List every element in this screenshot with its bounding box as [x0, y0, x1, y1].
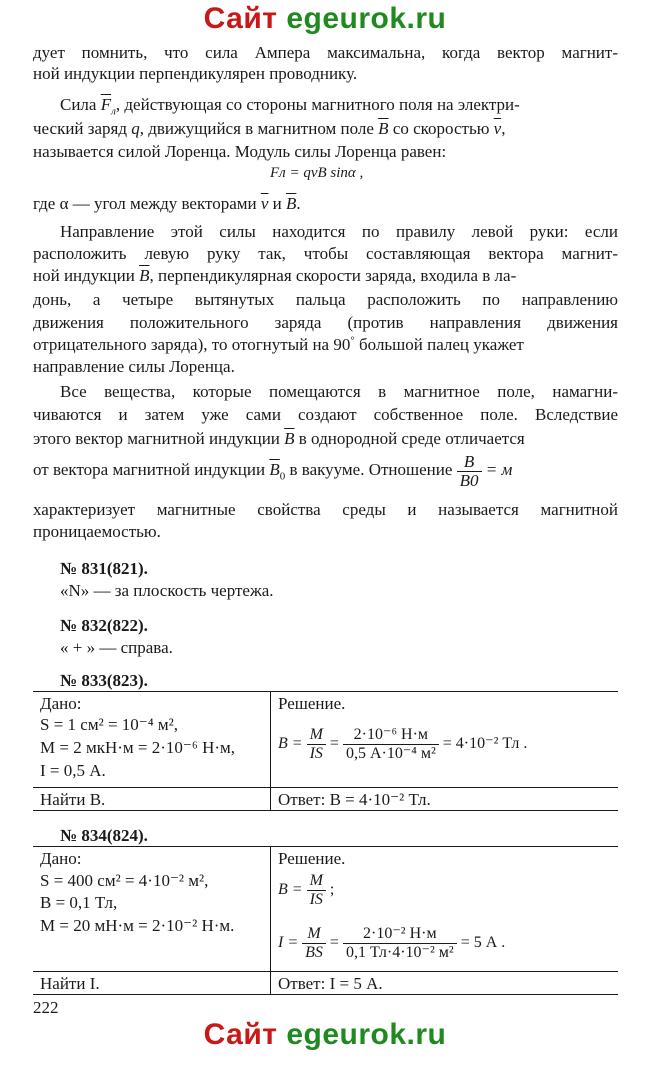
given-line: B = 0,1 Тл, — [40, 893, 118, 912]
solution-label: Решение. — [278, 849, 346, 868]
page-number: 222 — [33, 998, 59, 1017]
solution-formula: B = $\frac{M}{IS}$ ; — [278, 871, 335, 908]
site-banner-bottom — [0, 1018, 650, 1052]
find-label: Найти I. — [40, 974, 100, 993]
answer-line: Ответ: I = 5 А. — [278, 974, 383, 993]
given-line: S = 1 см² = 10⁻⁴ м², — [40, 715, 179, 734]
given-label: Дано: — [40, 694, 82, 713]
table-find-rule — [33, 787, 618, 788]
find-label: Найти B. — [40, 790, 106, 809]
text-line: ной индукции $\overline{B}$, перпендикулярная скорости заряда, входила в ла- — [33, 266, 517, 285]
given-line: S = 400 см² = 4·10⁻² м², — [40, 871, 209, 890]
table-divider — [270, 691, 271, 811]
text-line: где α — угол между векторами $\overline{v}$ и $\overline{B}$. — [33, 194, 301, 213]
fraction: $\frac{\text{2·10⁻² Н·м}}{\text{0,1 Тл·4·10⁻² м²}}$ — [343, 925, 457, 962]
site-banner-top — [0, 2, 650, 36]
text-line: донь, а четыре вытянутых пальца расположить по направлению — [33, 290, 618, 309]
text-line: направление силы Лоренца. — [33, 357, 235, 376]
problem-831-answer: «N» — за плоскость чертежа. — [60, 581, 274, 600]
text-line: характеризует магнитные свойства среды и называется магнитной — [33, 500, 618, 519]
given-line: I = 0,5 А. — [40, 761, 106, 780]
text-line: отрицательного заряда), то отогнутый на 90° большой палец укажет — [33, 334, 524, 354]
text-line: Все вещества, которые помещаются в магнитное поле, намагни- — [60, 382, 618, 401]
table-top-rule — [33, 691, 618, 692]
given-line: M = 20 мН·м = 2·10⁻² Н·м. — [40, 916, 235, 935]
solution-formula: I = $\frac{M}{BS}$ = $\frac{\text{2·10⁻² Н·м}}{\text{0,1 Тл·4·10⁻² м²}}$ = 5 А . — [278, 924, 506, 961]
table-find-rule — [33, 971, 618, 972]
force-vector: $\overline{F}$ — [100, 95, 112, 114]
answer-line: Ответ: B = 4·10⁻² Тл. — [278, 790, 431, 809]
fraction: $\frac{\text{2·10⁻⁶ Н·м}}{\text{0,5 А·10⁻⁴ м²}}$ — [343, 726, 439, 763]
fraction: $\frac{M}{BS}$ — [302, 925, 326, 962]
text-line: от вектора магнитной индукции $\overline{B}_0$ в вакууме. Отношение $\frac{B}{B0}$ = м — [33, 451, 513, 490]
banner-site: egeurok.ru — [286, 1018, 447, 1051]
table-top-rule — [33, 846, 618, 847]
problem-832-answer: « + » — справа. — [60, 638, 173, 657]
permeability-fraction: $\frac{B}{B0}$ — [457, 453, 482, 490]
lorentz-formula: Fл = qvB sinα , — [270, 165, 364, 181]
problem-831-title: № 831(821). — [60, 559, 148, 578]
text-line: Направление этой силы находится по правилу левой руки: если — [60, 222, 618, 241]
text-line: проницаемостью. — [33, 522, 161, 541]
solution-formula: B = $\frac{M}{IS}$ = $\frac{\text{2·10⁻⁶ Н·м}}{\text{0,5 А·10⁻⁴ м²}}$ = 4·10⁻² Тл . — [278, 725, 528, 762]
banner-site: egeurok.ru — [286, 2, 447, 35]
text-line: чиваются и затем уже сами создают собственное поле. Вследствие — [33, 405, 618, 424]
banner-prefix: Сайт — [203, 1018, 287, 1051]
banner-prefix: Сайт — [203, 2, 287, 35]
text-line: называется силой Лоренца. Модуль силы Лоренца равен: — [33, 142, 447, 161]
text-line: Сила $\overline{F}_л$, действующая со стороны магнитного поля на электри- — [60, 95, 520, 118]
table-bottom-rule — [33, 810, 618, 811]
text-line: расположить левую руку так, чтобы составляющая вектора магнит- — [33, 244, 618, 263]
text-line: движения положительного заряда (против направления движения — [33, 313, 618, 332]
problem-832-title: № 832(822). — [60, 616, 148, 635]
solution-label: Решение. — [278, 694, 346, 713]
given-label: Дано: — [40, 849, 82, 868]
fraction: $\frac{M}{IS}$ — [307, 726, 326, 763]
text-line: дует помнить, что сила Ампера максимальна, когда вектор магнит- — [33, 43, 618, 62]
fraction: $\frac{M}{IS}$ — [307, 872, 326, 909]
table-bottom-rule — [33, 994, 618, 995]
problem-834-title: № 834(824). — [60, 826, 148, 845]
problem-833-title: № 833(823). — [60, 671, 148, 690]
given-line: M = 2 мкН·м = 2·10⁻⁶ Н·м, — [40, 738, 236, 757]
text-line: этого вектор магнитной индукции $\overline{B}$ в однородной среде отличается — [33, 429, 525, 448]
text-line: ной индукции перпендикулярен проводнику. — [33, 64, 358, 83]
text-line: ческий заряд q, движущийся в магнитном поле $\overline{B}$ со скоростью $\overline{v}$, — [33, 119, 506, 138]
